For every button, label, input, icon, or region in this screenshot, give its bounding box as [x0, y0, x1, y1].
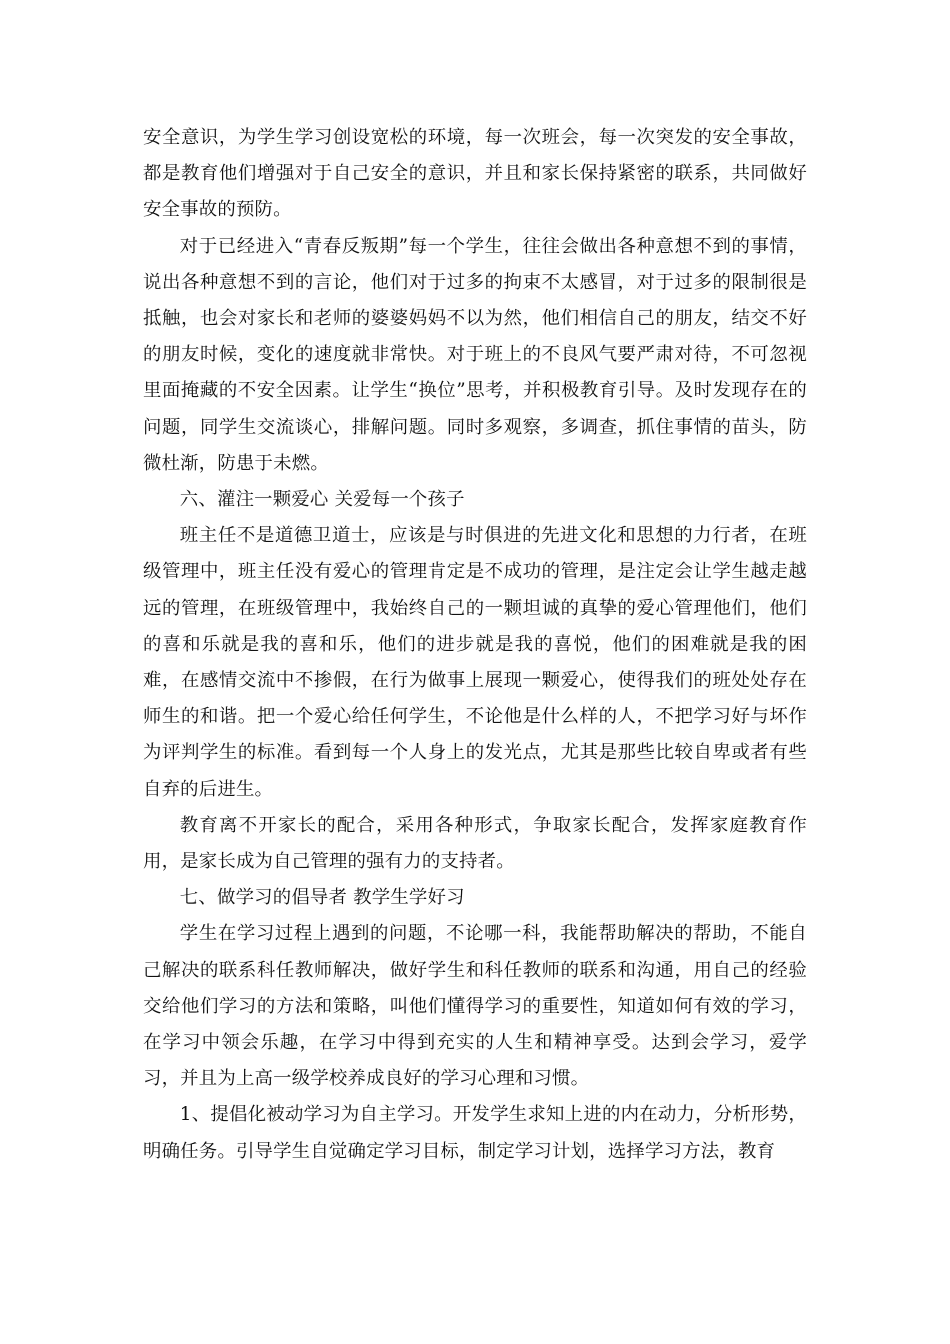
paragraph-rebellious-period: 对于已经进入“青春反叛期”每一个学生，往往会做出各种意想不到的事情，说出各种意想不到的言论，他们对于过多的拘束不太感冒，对于过多的限制很是抵触，也会对家长和老师的婆婆妈妈不以为然，他们相信自己的朋友，结交不好的朋友时候，变化的速度就非常快。对于班上的不良风气要严肃对待，不可忽视里面掩藏的不安全因素。让学生“换位”思考，并积极教育引导。及时发现存在的问题，同学生交流谈心，排解问题。同时多观察，多调查，抓住事情的苗头，防微杜渐，防患于未燃。 [143, 235, 807, 474]
paragraph-safety-awareness: 安全意识，为学生学习创设宽松的环境，每一次班会，每一次突发的安全事故，都是教育他们增强对于自己安全的意识，并且和家长保持紧密的联系，共同做好安全事故的预防。 [143, 127, 807, 221]
section-heading-seven: 七、做学习的倡导者 教学生学好习 [179, 887, 465, 909]
paragraph-parent-cooperation: 教育离不开家长的配合，采用各种形式，争取家长配合，发挥家庭教育作用，是家长成为自己管理的强有力的支持者。 [143, 814, 807, 873]
paragraph-love-management: 班主任不是道德卫道士，应该是与时俱进的先进文化和思想的力行者，在班级管理中，班主任没有爱心的管理肯定是不成功的管理，是注定会让学生越走越远的管理，在班级管理中，我始终自己的一颗坦诚的真挚的爱心管理他们，他们的喜和乐就是我的喜和乐，他们的进步就是我的喜悦，他们的困难就是我的困难，在感情交流中不掺假，在行为做事上展现一颗爱心，使得我们的班处处存在师生的和谐。把一个爱心给任何学生，不论他是什么样的人，不把学习好与坏作为评判学生的标准。看到每一个人身上的发光点，尤其是那些比较自卑或者有些自弃的后进生。 [143, 525, 807, 800]
section-heading-six: 六、灌注一颗爱心 关爱每一个孩子 [179, 489, 465, 511]
paragraph-active-learning: 1、提倡化被动学习为自主学习。开发学生求知上进的内在动力，分析形势，明确任务。引导学生自觉确定学习目标，制定学习计划，选择学习方法，教育 [143, 1104, 807, 1162]
paragraph-study-help: 学生在学习过程上遇到的问题，不论哪一科，我能帮助解决的帮助，不能自己解决的联系科任教师解决，做好学生和科任教师的联系和沟通，用自己的经验交给他们学习的方法和策略，叫他们懂得学习的重要性，知道如何有效的学习，在学习中领会乐趣，在学习中得到充实的人生和精神享受。达到会学习，爱学习，并且为上高一级学校养成良好的学习心理和习惯。 [143, 923, 807, 1090]
document-body [143, 120, 807, 1170]
